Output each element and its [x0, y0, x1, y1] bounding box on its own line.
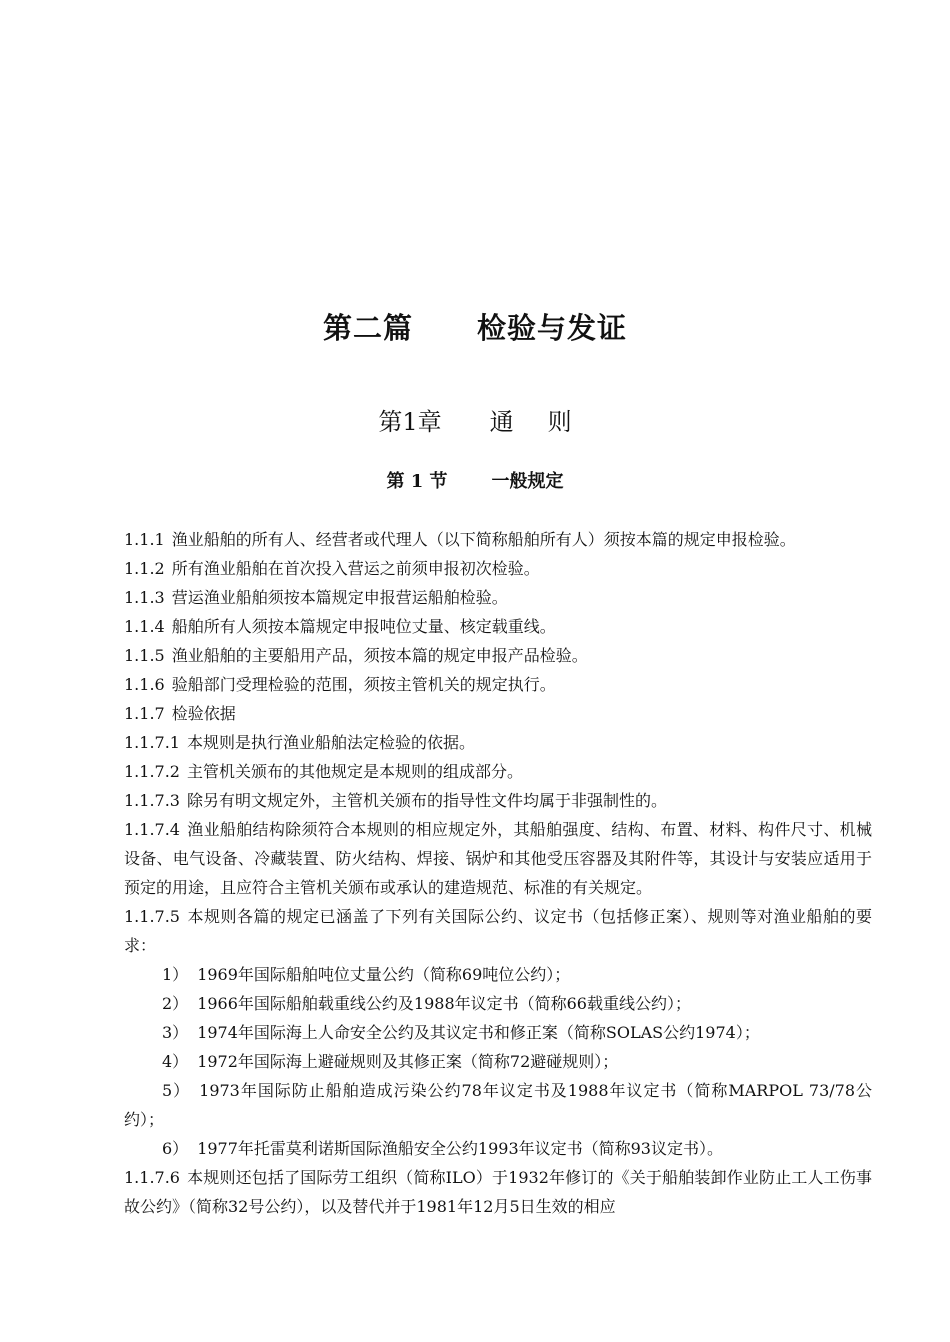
list-item: [124, 989, 872, 1018]
section-number: 1: [410, 471, 424, 492]
list-item-text: 1973年国际防止船舶造成污染公约78年议定书及1988年议定书（简称MARPOL 73/78公约）；: [124, 1081, 872, 1129]
chapter-label-prefix: 第: [378, 408, 403, 436]
list-item: [124, 1134, 872, 1163]
paragraph-1-1-6: [124, 670, 872, 699]
section-heading: 一般规定: [491, 471, 564, 492]
list-item-number: 1）: [162, 965, 189, 984]
chapter-heading-part-2: 则: [547, 408, 572, 436]
paragraph-1-1-7-4: [124, 815, 872, 902]
part-label: 第二篇: [322, 311, 413, 345]
paragraph-number: 1.1.2: [124, 559, 165, 578]
part-heading: 检验与发证: [477, 311, 628, 345]
paragraph-1-1-7-6: [124, 1163, 872, 1221]
list-item-number: 6）: [162, 1139, 189, 1158]
chapter-label-suffix: 章: [417, 408, 442, 436]
paragraph-text: 验船部门受理检验的范围，须按主管机关的规定执行。: [171, 675, 556, 694]
paragraph-text: 船舶所有人须按本篇规定申报吨位丈量、核定载重线。: [171, 617, 556, 636]
paragraph-1-1-7-2: [124, 757, 872, 786]
list-item: [124, 1076, 872, 1134]
list-item-number: 3）: [162, 1023, 189, 1042]
list-item-text: 1977年托雷莫利诺斯国际渔船安全公约1993年议定书（简称93议定书）。: [197, 1139, 723, 1158]
chapter-heading-part-1: 通: [489, 408, 514, 436]
paragraph-text: 本规则还包括了国际劳工组织（简称ILO）于1932年修订的《关于船舶装卸作业防止工人工伤事故公约》（简称32号公约），以及替代并于1981年12月5日生效的相应: [124, 1168, 872, 1216]
paragraph-text: 渔业船舶结构除须符合本规则的相应规定外，其船舶强度、结构、布置、材料、构件尺寸、机械设备、电气设备、冷藏装置、防火结构、焊接、锅炉和其他受压容器及其附件等，其设计与安装应适用于预定的用途，且应符合主管机关颁布或承认的建造规范、标准的有关规定。: [124, 820, 872, 897]
section-title: [0, 467, 950, 493]
paragraph-number: 1.1.6: [124, 675, 165, 694]
paragraph-1-1-5: [124, 641, 872, 670]
list-item-text: 1966年国际船舶载重线公约及1988年议定书（简称66载重线公约）；: [197, 994, 691, 1013]
list-item-text: 1972年国际海上避碰规则及其修正案（简称72避碰规则）；: [197, 1052, 619, 1071]
paragraph-text: 除另有明文规定外，主管机关颁布的指导性文件均属于非强制性的。: [186, 791, 667, 810]
paragraph-number: 1.1.3: [124, 588, 165, 607]
paragraph-number: 1.1.1: [124, 530, 165, 549]
paragraph-number: 1.1.4: [124, 617, 165, 636]
paragraph-1-1-4: [124, 612, 872, 641]
paragraph-number: 1.1.7.2: [124, 762, 180, 781]
list-item-number: 2）: [162, 994, 189, 1013]
paragraph-text: 渔业船舶的主要船用产品，须按本篇的规定申报产品检验。: [171, 646, 588, 665]
paragraph-text: 渔业船舶的所有人、经营者或代理人（以下简称船舶所有人）须按本篇的规定申报检验。: [171, 530, 796, 549]
paragraph-1-1-7-3: [124, 786, 872, 815]
section-label-prefix: 第: [386, 471, 405, 492]
part-title: [0, 306, 950, 347]
list-item-number: 5）: [162, 1081, 191, 1100]
paragraph-number: 1.1.7.5: [124, 907, 180, 926]
paragraph-number: 1.1.7.6: [124, 1168, 180, 1187]
paragraph-number: 1.1.5: [124, 646, 165, 665]
paragraph-number: 1.1.7: [124, 704, 165, 723]
paragraph-number: 1.1.7.3: [124, 791, 180, 810]
section-label-suffix: 节: [429, 471, 448, 492]
document-body: [124, 525, 872, 1221]
paragraph-1-1-7-5: [124, 902, 872, 960]
paragraph-1-1-7: [124, 699, 872, 728]
chapter-number: 1: [402, 408, 418, 436]
paragraph-1-1-7-1: [124, 728, 872, 757]
paragraph-number: 1.1.7.1: [124, 733, 180, 752]
list-item: [124, 960, 872, 989]
paragraph-text: 本规则是执行渔业船舶法定检验的依据。: [186, 733, 475, 752]
paragraph-text: 检验依据: [171, 704, 236, 723]
paragraph-text: 所有渔业船舶在首次投入营运之前须申报初次检验。: [171, 559, 540, 578]
paragraph-1-1-3: [124, 583, 872, 612]
list-item-text: 1969年国际船舶吨位丈量公约（简称69吨位公约）；: [197, 965, 571, 984]
paragraph-number: 1.1.7.4: [124, 820, 180, 839]
paragraph-text: 营运渔业船舶须按本篇规定申报营运船舶检验。: [171, 588, 508, 607]
paragraph-1-1-1: [124, 525, 872, 554]
list-item-number: 4）: [162, 1052, 189, 1071]
list-item: [124, 1018, 872, 1047]
list-item-text: 1974年国际海上人命安全公约及其议定书和修正案（简称SOLAS公约1974）；: [197, 1023, 760, 1042]
list-item: [124, 1047, 872, 1076]
chapter-title: [0, 402, 950, 437]
paragraph-text: 主管机关颁布的其他规定是本规则的组成部分。: [186, 762, 523, 781]
paragraph-1-1-2: [124, 554, 872, 583]
paragraph-text: 本规则各篇的规定已涵盖了下列有关国际公约、议定书（包括修正案）、规则等对渔业船舶的要求：: [124, 907, 872, 955]
